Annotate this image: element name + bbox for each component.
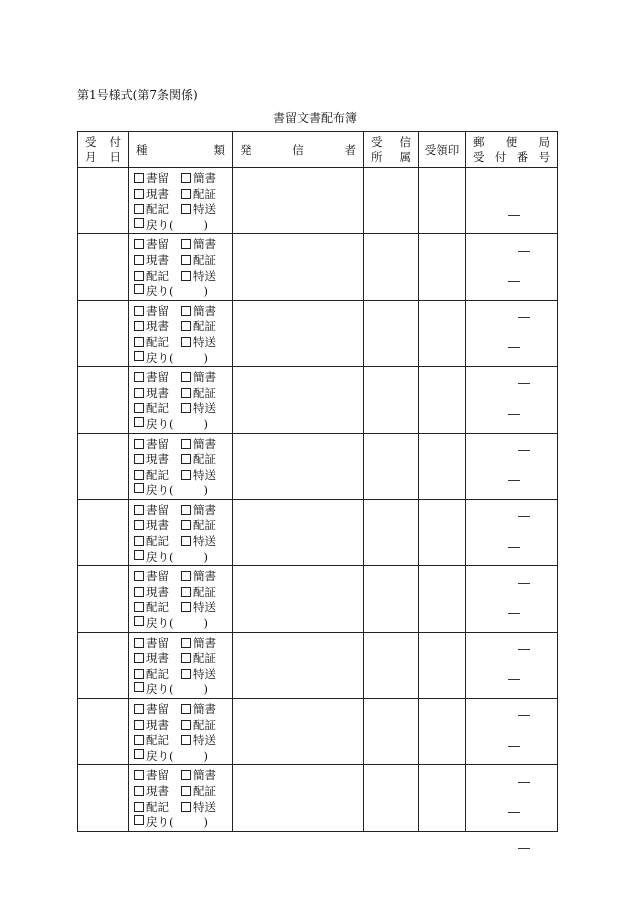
type-checkbox-option[interactable]: 配記 xyxy=(134,468,181,484)
postal-dash-bottom xyxy=(518,450,530,451)
type-cell xyxy=(129,632,233,698)
checkbox-icon[interactable] xyxy=(134,587,144,597)
postal-dash-bottom xyxy=(518,782,530,783)
delivery-register-table xyxy=(77,131,558,832)
received-date-cell[interactable] xyxy=(78,168,129,234)
postal-number-cell[interactable] xyxy=(466,499,558,565)
postal-dash-top xyxy=(508,215,520,216)
type-cell xyxy=(129,699,233,765)
postal-dash-bottom xyxy=(518,715,530,716)
table-row xyxy=(78,433,558,499)
type-checkbox-option[interactable]: 書留 xyxy=(134,171,181,187)
recipient-department-cell[interactable] xyxy=(364,499,419,565)
postal-number-cell[interactable] xyxy=(466,168,558,234)
type-checkbox-option[interactable]: 簡書 xyxy=(181,237,216,253)
document-title: 書留文書配布簿 xyxy=(272,111,357,125)
checkbox-icon[interactable] xyxy=(134,306,144,316)
return-option[interactable]: 戻り( ) xyxy=(134,483,232,499)
checkbox-icon[interactable] xyxy=(134,284,144,294)
received-date-cell[interactable] xyxy=(78,367,129,433)
checkbox-icon[interactable] xyxy=(134,239,144,249)
type-checkbox-option[interactable]: 書留 xyxy=(134,702,181,718)
return-option[interactable]: 戻り( ) xyxy=(134,284,232,300)
checkbox-icon[interactable] xyxy=(134,189,144,199)
type-checkbox-option[interactable]: 配証 xyxy=(181,452,216,468)
checkbox-icon[interactable] xyxy=(134,337,144,347)
type-checkbox-option[interactable]: 配証 xyxy=(181,187,216,203)
received-date-cell[interactable] xyxy=(78,300,129,366)
checkbox-icon[interactable] xyxy=(181,735,191,745)
checkbox-icon[interactable] xyxy=(134,520,144,530)
postal-dash-top xyxy=(508,480,520,481)
type-cell xyxy=(129,300,233,366)
checkbox-icon[interactable] xyxy=(181,388,191,398)
return-option[interactable]: 戻り( ) xyxy=(134,749,232,765)
table-row xyxy=(78,499,558,565)
type-checkbox-option[interactable]: 現書 xyxy=(134,651,181,667)
table-row xyxy=(78,168,558,234)
recipient-department-cell[interactable] xyxy=(364,765,419,831)
checkbox-icon[interactable] xyxy=(134,536,144,546)
checkbox-icon[interactable] xyxy=(134,704,144,714)
postal-dash-top xyxy=(508,746,520,747)
postal-number-cell[interactable] xyxy=(466,699,558,765)
header-sender: 発 信 者 xyxy=(233,132,364,168)
sender-cell[interactable] xyxy=(233,300,364,366)
type-checkbox-option[interactable]: 書留 xyxy=(134,569,181,585)
received-date-cell[interactable] xyxy=(78,499,129,565)
checkbox-icon[interactable] xyxy=(181,720,191,730)
postal-dash-top xyxy=(508,414,520,415)
type-checkbox-option[interactable]: 配証 xyxy=(181,784,216,800)
table-row xyxy=(78,367,558,433)
receipt-seal-cell[interactable] xyxy=(419,699,466,765)
type-checkbox-option[interactable]: 配記 xyxy=(134,202,181,218)
checkbox-icon[interactable] xyxy=(181,587,191,597)
type-checkbox-option[interactable]: 簡書 xyxy=(181,569,216,585)
type-checkbox-option[interactable]: 簡書 xyxy=(181,437,216,453)
receipt-seal-cell[interactable] xyxy=(419,765,466,831)
type-checkbox-option[interactable]: 特送 xyxy=(181,600,216,616)
receipt-seal-cell[interactable] xyxy=(419,300,466,366)
receipt-seal-cell[interactable] xyxy=(419,433,466,499)
checkbox-icon[interactable] xyxy=(181,470,191,480)
checkbox-icon[interactable] xyxy=(181,204,191,214)
checkbox-icon[interactable] xyxy=(134,505,144,515)
checkbox-icon[interactable] xyxy=(134,173,144,183)
checkbox-icon[interactable] xyxy=(134,638,144,648)
type-checkbox-option[interactable]: 配証 xyxy=(181,718,216,734)
checkbox-icon[interactable] xyxy=(134,321,144,331)
table-row xyxy=(78,765,558,831)
type-checkbox-option[interactable]: 簡書 xyxy=(181,171,216,187)
table-row xyxy=(78,566,558,632)
postal-dash-bottom xyxy=(518,383,530,384)
checkbox-icon[interactable] xyxy=(134,802,144,812)
header-postal-number: 郵 便 局 受 付 番 号 xyxy=(466,132,558,168)
type-checkbox-option[interactable]: 現書 xyxy=(134,386,181,402)
receipt-seal-cell[interactable] xyxy=(419,168,466,234)
recipient-department-cell[interactable] xyxy=(364,300,419,366)
sender-cell[interactable] xyxy=(233,433,364,499)
sender-cell[interactable] xyxy=(233,566,364,632)
checkbox-icon[interactable] xyxy=(134,388,144,398)
header-type: 種 類 xyxy=(129,132,233,168)
type-checkbox-option[interactable]: 現書 xyxy=(134,319,181,335)
checkbox-icon[interactable] xyxy=(134,669,144,679)
checkbox-icon[interactable] xyxy=(181,454,191,464)
type-cell xyxy=(129,433,233,499)
checkbox-icon[interactable] xyxy=(134,749,144,759)
return-option[interactable]: 戻り( ) xyxy=(134,218,232,234)
postal-dash-top xyxy=(508,547,520,548)
checkbox-icon[interactable] xyxy=(181,704,191,714)
type-checkbox-option[interactable]: 現書 xyxy=(134,585,181,601)
postal-dash-bottom xyxy=(518,516,530,517)
postal-dash-top xyxy=(508,347,520,348)
recipient-department-cell[interactable] xyxy=(364,699,419,765)
receipt-seal-cell[interactable] xyxy=(419,566,466,632)
recipient-department-cell[interactable] xyxy=(364,367,419,433)
checkbox-icon[interactable] xyxy=(181,786,191,796)
return-option[interactable]: 戻り( ) xyxy=(134,351,232,367)
type-cell xyxy=(129,765,233,831)
type-checkbox-option[interactable]: 特送 xyxy=(181,733,216,749)
checkbox-icon[interactable] xyxy=(181,439,191,449)
recipient-department-cell[interactable] xyxy=(364,632,419,698)
checkbox-icon[interactable] xyxy=(181,536,191,546)
type-checkbox-option[interactable]: 書留 xyxy=(134,304,181,320)
type-checkbox-option[interactable]: 配証 xyxy=(181,651,216,667)
header-received-date: 受 付 月 日 xyxy=(78,132,129,168)
received-date-cell[interactable] xyxy=(78,699,129,765)
checkbox-icon[interactable] xyxy=(134,616,144,626)
checkbox-icon[interactable] xyxy=(181,255,191,265)
type-checkbox-option[interactable]: 配記 xyxy=(134,401,181,417)
checkbox-icon[interactable] xyxy=(181,239,191,249)
checkbox-icon[interactable] xyxy=(181,337,191,347)
sender-cell[interactable] xyxy=(233,765,364,831)
checkbox-icon[interactable] xyxy=(134,550,144,560)
table-row xyxy=(78,234,558,300)
header-receipt-seal: 受領印 xyxy=(419,132,466,168)
postal-number-cell[interactable] xyxy=(466,566,558,632)
postal-dash-top xyxy=(508,812,520,813)
checkbox-icon[interactable] xyxy=(134,204,144,214)
type-checkbox-option[interactable]: 書留 xyxy=(134,437,181,453)
sender-cell[interactable] xyxy=(233,632,364,698)
type-checkbox-option[interactable]: 書留 xyxy=(134,370,181,386)
receipt-seal-cell[interactable] xyxy=(419,367,466,433)
checkbox-icon[interactable] xyxy=(134,255,144,265)
type-checkbox-option[interactable]: 特送 xyxy=(181,269,216,285)
type-checkbox-option[interactable]: 現書 xyxy=(134,784,181,800)
checkbox-icon[interactable] xyxy=(134,439,144,449)
type-cell xyxy=(129,367,233,433)
type-checkbox-option[interactable]: 配記 xyxy=(134,269,181,285)
type-checkbox-option[interactable]: 配記 xyxy=(134,667,181,683)
postal-number-cell[interactable] xyxy=(466,433,558,499)
checkbox-icon[interactable] xyxy=(134,403,144,413)
type-checkbox-option[interactable]: 特送 xyxy=(181,534,216,550)
type-checkbox-option[interactable]: 配証 xyxy=(181,319,216,335)
checkbox-icon[interactable] xyxy=(181,571,191,581)
checkbox-icon[interactable] xyxy=(134,483,144,493)
type-cell xyxy=(129,168,233,234)
type-checkbox-option[interactable]: 特送 xyxy=(181,667,216,683)
received-date-cell[interactable] xyxy=(78,765,129,831)
postal-dash-top xyxy=(508,281,520,282)
checkbox-icon[interactable] xyxy=(181,306,191,316)
checkbox-icon[interactable] xyxy=(134,470,144,480)
checkbox-icon[interactable] xyxy=(181,802,191,812)
type-cell xyxy=(129,566,233,632)
type-checkbox-option[interactable]: 特送 xyxy=(181,335,216,351)
postal-dash-top xyxy=(508,613,520,614)
form-label: 第1号様式(第7条関係) xyxy=(77,88,198,102)
type-checkbox-option[interactable]: 書留 xyxy=(134,237,181,253)
checkbox-icon[interactable] xyxy=(134,271,144,281)
type-checkbox-option[interactable]: 配記 xyxy=(134,800,181,816)
checkbox-icon[interactable] xyxy=(181,602,191,612)
checkbox-icon[interactable] xyxy=(134,218,144,228)
postal-dash-bottom xyxy=(518,317,530,318)
checkbox-icon[interactable] xyxy=(134,571,144,581)
checkbox-icon[interactable] xyxy=(181,173,191,183)
type-checkbox-option[interactable]: 配記 xyxy=(134,534,181,550)
type-cell xyxy=(129,499,233,565)
type-checkbox-option[interactable]: 配証 xyxy=(181,518,216,534)
received-date-cell[interactable] xyxy=(78,566,129,632)
type-checkbox-option[interactable]: 配証 xyxy=(181,253,216,269)
postal-dash-bottom xyxy=(518,583,530,584)
checkbox-icon[interactable] xyxy=(134,351,144,361)
type-checkbox-option[interactable]: 現書 xyxy=(134,187,181,203)
type-checkbox-option[interactable]: 特送 xyxy=(181,202,216,218)
type-checkbox-option[interactable]: 現書 xyxy=(134,718,181,734)
type-checkbox-option[interactable]: 書留 xyxy=(134,768,181,784)
type-checkbox-option[interactable]: 現書 xyxy=(134,452,181,468)
checkbox-icon[interactable] xyxy=(181,505,191,515)
type-checkbox-option[interactable]: 特送 xyxy=(181,800,216,816)
checkbox-icon[interactable] xyxy=(181,638,191,648)
postal-dash-bottom xyxy=(518,649,530,650)
checkbox-icon[interactable] xyxy=(181,403,191,413)
received-date-cell[interactable] xyxy=(78,234,129,300)
postal-number-cell[interactable] xyxy=(466,234,558,300)
return-option[interactable]: 戻り( ) xyxy=(134,616,232,632)
type-checkbox-option[interactable]: 配記 xyxy=(134,733,181,749)
receipt-seal-cell[interactable] xyxy=(419,632,466,698)
header-recipient-department: 受 信 所 属 xyxy=(364,132,419,168)
sender-cell[interactable] xyxy=(233,168,364,234)
postal-number-cell[interactable] xyxy=(466,765,558,831)
return-option[interactable]: 戻り( ) xyxy=(134,417,232,433)
sender-cell[interactable] xyxy=(233,367,364,433)
checkbox-icon[interactable] xyxy=(181,770,191,780)
checkbox-icon[interactable] xyxy=(134,815,144,825)
postal-number-cell[interactable] xyxy=(466,367,558,433)
type-checkbox-option[interactable]: 特送 xyxy=(181,468,216,484)
checkbox-icon[interactable] xyxy=(181,653,191,663)
return-option[interactable]: 戻り( ) xyxy=(134,815,232,831)
type-checkbox-option[interactable]: 簡書 xyxy=(181,636,216,652)
checkbox-icon[interactable] xyxy=(181,271,191,281)
recipient-department-cell[interactable] xyxy=(364,566,419,632)
return-option[interactable]: 戻り( ) xyxy=(134,550,232,566)
checkbox-icon[interactable] xyxy=(134,372,144,382)
checkbox-icon[interactable] xyxy=(134,770,144,780)
table-row xyxy=(78,699,558,765)
sender-cell[interactable] xyxy=(233,499,364,565)
postal-dash-bottom xyxy=(518,251,530,252)
received-date-cell[interactable] xyxy=(78,632,129,698)
type-checkbox-option[interactable]: 簡書 xyxy=(181,768,216,784)
recipient-department-cell[interactable] xyxy=(364,168,419,234)
type-checkbox-option[interactable]: 簡書 xyxy=(181,503,216,519)
type-checkbox-option[interactable]: 配証 xyxy=(181,585,216,601)
checkbox-icon[interactable] xyxy=(181,669,191,679)
recipient-department-cell[interactable] xyxy=(364,234,419,300)
checkbox-icon[interactable] xyxy=(134,653,144,663)
type-checkbox-option[interactable]: 簡書 xyxy=(181,304,216,320)
checkbox-icon[interactable] xyxy=(134,720,144,730)
checkbox-icon[interactable] xyxy=(181,520,191,530)
postal-number-cell[interactable] xyxy=(466,300,558,366)
type-checkbox-option[interactable]: 配記 xyxy=(134,335,181,351)
postal-dash-bottom xyxy=(518,848,530,849)
type-checkbox-option[interactable]: 現書 xyxy=(134,253,181,269)
header-row xyxy=(78,132,558,168)
checkbox-icon[interactable] xyxy=(134,417,144,427)
checkbox-icon[interactable] xyxy=(181,321,191,331)
receipt-seal-cell[interactable] xyxy=(419,234,466,300)
sender-cell[interactable] xyxy=(233,234,364,300)
type-checkbox-option[interactable]: 簡書 xyxy=(181,370,216,386)
type-checkbox-option[interactable]: 簡書 xyxy=(181,702,216,718)
type-checkbox-option[interactable]: 配証 xyxy=(181,386,216,402)
recipient-department-cell[interactable] xyxy=(364,433,419,499)
return-option[interactable]: 戻り( ) xyxy=(134,682,232,698)
table-row xyxy=(78,632,558,698)
postal-number-cell[interactable] xyxy=(466,632,558,698)
receipt-seal-cell[interactable] xyxy=(419,499,466,565)
received-date-cell[interactable] xyxy=(78,433,129,499)
type-checkbox-option[interactable]: 書留 xyxy=(134,503,181,519)
checkbox-icon[interactable] xyxy=(134,682,144,692)
checkbox-icon[interactable] xyxy=(134,454,144,464)
checkbox-icon[interactable] xyxy=(181,372,191,382)
checkbox-icon[interactable] xyxy=(134,786,144,796)
sender-cell[interactable] xyxy=(233,699,364,765)
type-checkbox-option[interactable]: 書留 xyxy=(134,636,181,652)
postal-dash-top xyxy=(508,679,520,680)
type-checkbox-option[interactable]: 配記 xyxy=(134,600,181,616)
table-row xyxy=(78,300,558,366)
type-checkbox-option[interactable]: 特送 xyxy=(181,401,216,417)
checkbox-icon[interactable] xyxy=(181,189,191,199)
type-cell xyxy=(129,234,233,300)
checkbox-icon[interactable] xyxy=(134,735,144,745)
type-checkbox-option[interactable]: 現書 xyxy=(134,518,181,534)
checkbox-icon[interactable] xyxy=(134,602,144,612)
